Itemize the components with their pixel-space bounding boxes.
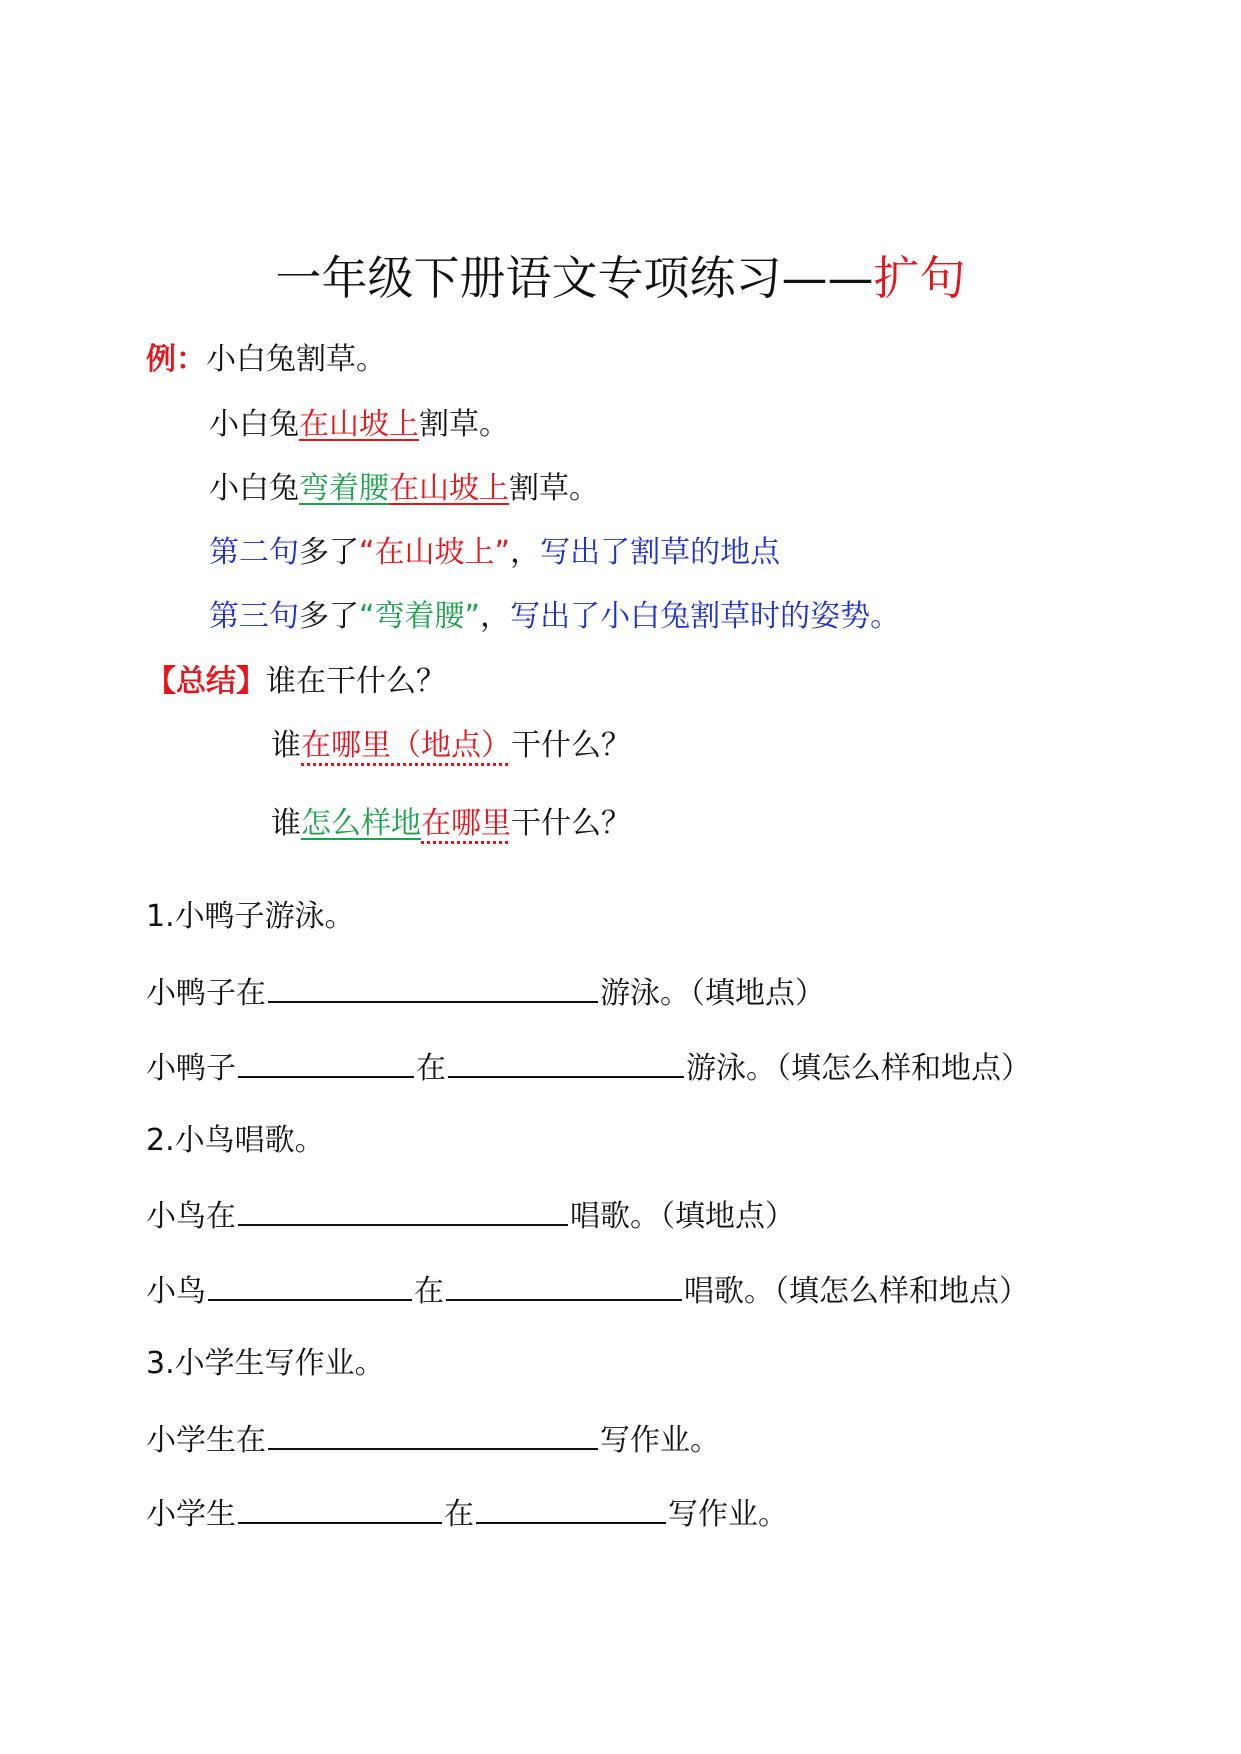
- summary-p3-how: 怎么样地: [301, 806, 421, 841]
- ex1a-blank[interactable]: [268, 971, 598, 1003]
- summary-p2-where: 在哪里: [301, 728, 391, 763]
- note1-a: 第二句: [209, 535, 299, 570]
- ex1a-pre: 小鸭子在: [146, 976, 266, 1011]
- note2-b: 多了: [299, 599, 359, 634]
- exercise-2-prompt: 2.小鸟唱歌。: [146, 1123, 325, 1158]
- note1-b: 多了: [299, 535, 359, 570]
- ex1b-pre: 小鸭子: [146, 1051, 236, 1086]
- example-label: 例：: [146, 342, 206, 377]
- summary-pattern-1: 谁在干什么？: [266, 664, 446, 699]
- note2-c: “弯着腰”: [359, 599, 481, 634]
- example-note-1: [209, 533, 780, 573]
- summary-p2-paren: （地点）: [391, 728, 511, 763]
- note2-d: ，: [480, 599, 511, 634]
- ex2b-blank-manner[interactable]: [208, 1269, 412, 1301]
- example-s3-manner: 弯着腰: [299, 471, 389, 506]
- page-title: [0, 248, 1241, 308]
- exercise-1-line-a: [146, 971, 825, 1014]
- ex3b-mid: 在: [444, 1497, 474, 1532]
- note1-c: “在山坡上”: [359, 535, 511, 570]
- ex3a-post: 写作业。: [600, 1423, 720, 1458]
- title-highlight: 扩句: [873, 251, 966, 305]
- exercise-3-prompt: 3.小学生写作业。: [146, 1346, 385, 1381]
- example-sentence-1: 小白兔割草。: [206, 342, 386, 377]
- exercise-3-line-a: [146, 1418, 720, 1461]
- example-line-1: [146, 340, 386, 380]
- example-s3-place: 在山坡上: [389, 471, 509, 506]
- example-note-2: [209, 597, 900, 637]
- exercise-1-line-b: [146, 1046, 1031, 1089]
- note2-a: 第三句: [209, 599, 299, 634]
- example-s3-verb: 割草。: [509, 471, 599, 506]
- note1-d: ，: [510, 535, 541, 570]
- example-s3-subject: 小白兔: [209, 471, 299, 506]
- summary-p3-what: 干什么？: [511, 806, 631, 841]
- ex1b-mid: 在: [416, 1051, 446, 1086]
- ex3b-post: 写作业。: [668, 1497, 788, 1532]
- ex3a-pre: 小学生在: [146, 1423, 266, 1458]
- ex2b-blank-place[interactable]: [446, 1269, 682, 1301]
- summary-label: 【总结】: [146, 664, 266, 699]
- exercise-2-line-a: [146, 1194, 795, 1237]
- exercise-2-line-b: [146, 1269, 1029, 1312]
- ex3b-blank-manner[interactable]: [238, 1492, 442, 1524]
- exercise-3-line-b: [146, 1492, 788, 1535]
- ex2a-pre: 小鸟在: [146, 1199, 236, 1234]
- ex1a-post: 游泳。（填地点）: [600, 976, 825, 1011]
- ex2a-blank[interactable]: [238, 1194, 568, 1226]
- example-s2-verb: 割草。: [419, 407, 509, 442]
- title-main: 一年级下册语文专项练习——: [275, 251, 874, 305]
- ex2b-mid: 在: [414, 1274, 444, 1309]
- ex2a-post: 唱歌。（填地点）: [570, 1199, 795, 1234]
- summary-line-2: [271, 726, 631, 766]
- example-s2-place: 在山坡上: [299, 407, 419, 442]
- note2-e: 写出了小白兔割草时的姿势。: [510, 599, 901, 634]
- ex2b-pre: 小鸟: [146, 1274, 206, 1309]
- example-s2-subject: 小白兔: [209, 407, 299, 442]
- ex1b-blank-manner[interactable]: [238, 1046, 414, 1078]
- summary-line-1: [146, 662, 446, 702]
- ex3a-blank[interactable]: [268, 1418, 598, 1450]
- summary-p3-who: 谁: [271, 806, 301, 841]
- ex1b-post: 游泳。（填怎么样和地点）: [686, 1051, 1031, 1086]
- summary-line-3: [271, 804, 631, 844]
- example-line-2: [209, 405, 509, 445]
- summary-p2-who: 谁: [271, 728, 301, 763]
- summary-p2-what: 干什么？: [511, 728, 631, 763]
- summary-p3-where: 在哪里: [421, 806, 511, 841]
- ex2b-post: 唱歌。（填怎么样和地点）: [684, 1274, 1029, 1309]
- example-line-3: [209, 469, 599, 509]
- note1-e: 写出了割草的地点: [540, 535, 781, 570]
- exercise-1-prompt: 1.小鸭子游泳。: [146, 899, 355, 934]
- ex3b-blank-place[interactable]: [476, 1492, 666, 1524]
- ex1b-blank-place[interactable]: [448, 1046, 684, 1078]
- ex3b-pre: 小学生: [146, 1497, 236, 1532]
